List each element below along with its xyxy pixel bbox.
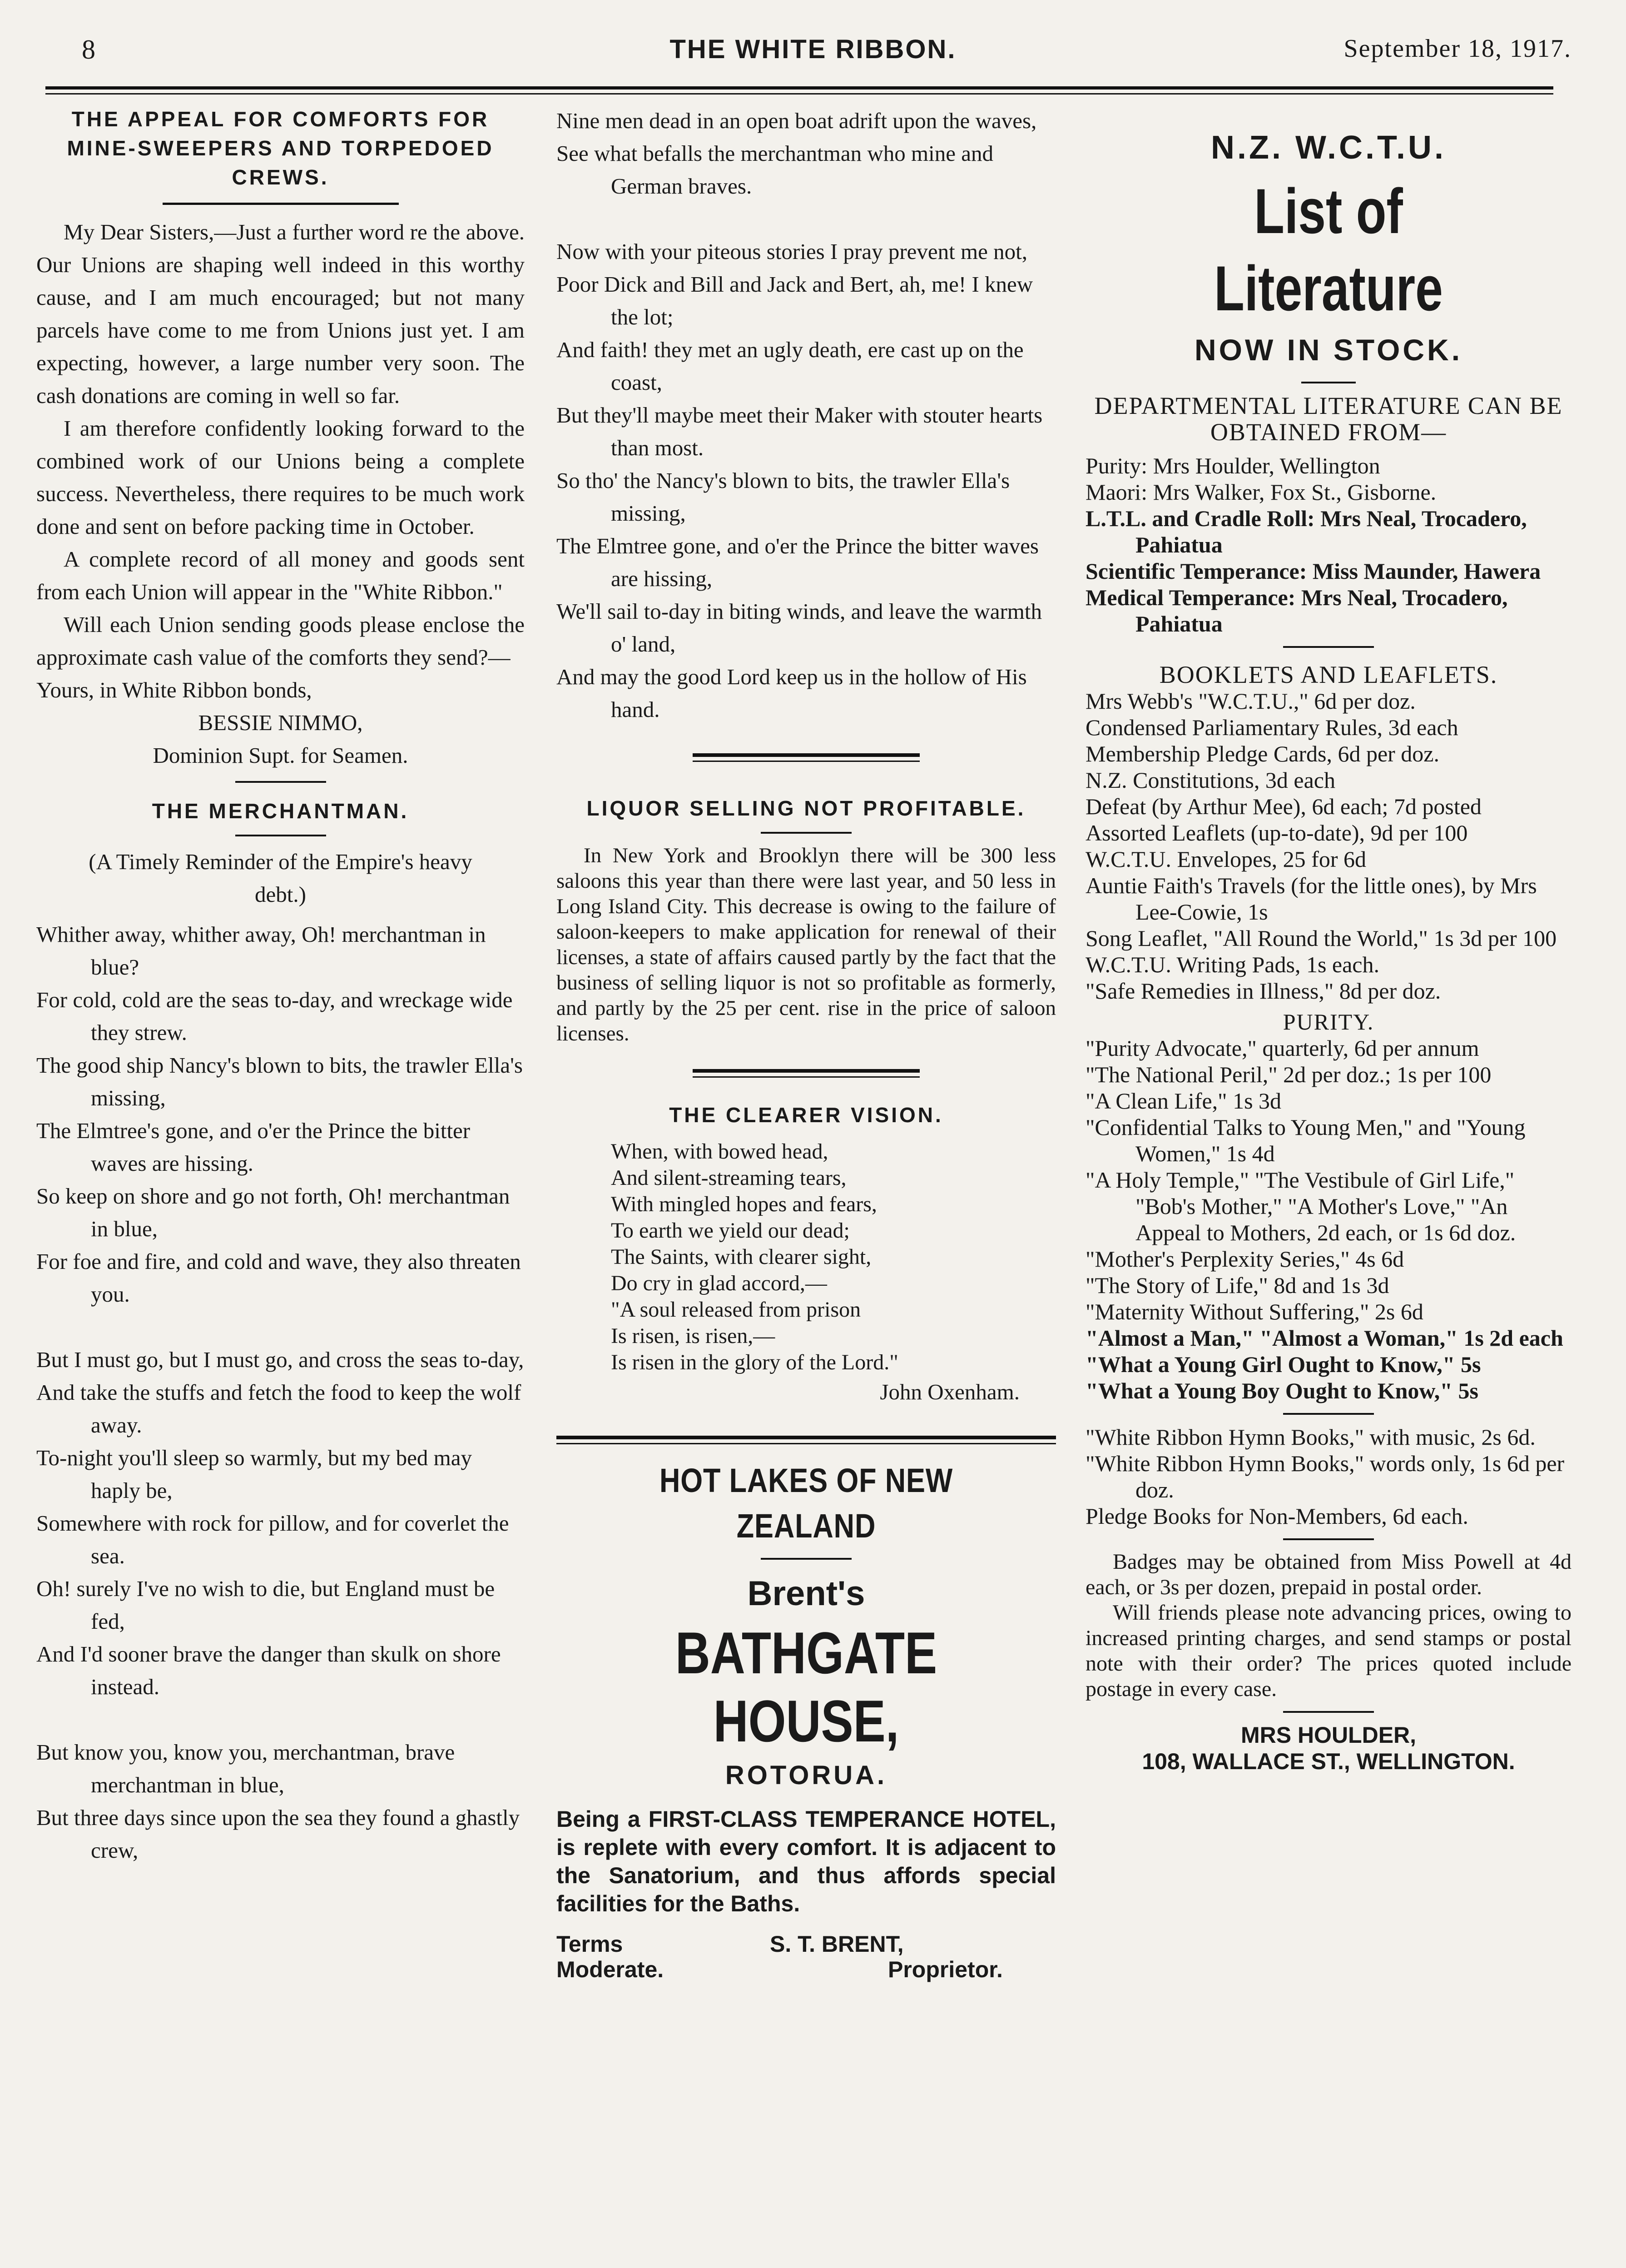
divider xyxy=(1283,1413,1374,1415)
stanza-gap xyxy=(36,1311,525,1343)
verse-line: See what befalls the merchantman who mine and German braves. xyxy=(556,141,993,199)
divider xyxy=(761,1558,852,1560)
hymn-list xyxy=(1086,1424,1571,1529)
verse-line: The Elmtree's gone, and o'er the Prince the bitter waves are hissing. xyxy=(36,1118,471,1176)
verse-line: The Saints, with clearer sight, xyxy=(611,1245,872,1269)
liquor-text: In New York and Brooklyn there will be 300 less saloons this year than there were last year, and 50 less in Long Island City. This decrease is owing to the failure of saloon-keepers to make application for renewal of their licenses, a state of affairs caused partly by the fact that the business of selling liquor is not so profitable as formerly, and partly by the 25 per cent. rise in the price of saloon licenses. xyxy=(556,844,1056,1045)
verse-line: With mingled hopes and fears, xyxy=(611,1192,877,1216)
verse-line: But three days since upon the sea they found a ghastly crew, xyxy=(36,1805,520,1863)
verse-line: The Elmtree gone, and o'er the Prince the bitter waves are hissing, xyxy=(556,533,1039,591)
verse-line: To-night you'll sleep so warmly, but my bed may haply be, xyxy=(36,1445,472,1503)
verse-line: But I must go, but I must go, and cross the seas to-day, xyxy=(36,1347,524,1372)
appeal-role: Dominion Supt. for Seamen. xyxy=(153,743,408,768)
in-stock: NOW IN STOCK. xyxy=(1194,333,1463,367)
page-number: 8 xyxy=(82,35,95,65)
list-item: Medical Temperance: Mrs Neal, Trocadero, Pahiatua xyxy=(1086,585,1508,637)
appeal-signature: BESSIE NIMMO, xyxy=(198,710,363,735)
verse-line: Nine men dead in an open boat adrift upon the waves, xyxy=(556,108,1037,133)
verse-line: Now with your piteous stories I pray prevent me not, xyxy=(556,239,1027,264)
list-item: Defeat (by Arthur Mee), 6d each; 7d posted xyxy=(1086,794,1482,819)
divider xyxy=(1283,1538,1374,1540)
hotel-advertisement xyxy=(556,1458,1056,1918)
appeal-closing: Yours, in White Ribbon bonds, xyxy=(36,677,312,702)
list-item: Purity: Mrs Houlder, Wellington xyxy=(1086,453,1380,478)
verse-line: When, with bowed head, xyxy=(611,1139,828,1164)
badges-note: Badges may be obtained from Miss Powell at 4d each, or 3s per dozen, prepaid in postal order. xyxy=(1086,1550,1571,1599)
list-item: Auntie Faith's Travels (for the little ones), by Mrs Lee-Cowie, 1s xyxy=(1086,873,1537,925)
list-item: Pledge Books for Non-Members, 6d each. xyxy=(1086,1503,1468,1529)
list-item: "What a Young Girl Ought to Know," 5s xyxy=(1086,1352,1481,1377)
purity-list xyxy=(1086,1035,1571,1404)
divider xyxy=(1283,646,1374,648)
appeal-paragraph-4: Will each Union sending goods please enclose the approximate cash value of the comforts they send?— xyxy=(36,612,525,670)
contact-name: MRS HOULDER, xyxy=(1240,1722,1417,1748)
issue-date: September 18, 1917. xyxy=(1343,35,1571,63)
column-2 xyxy=(556,104,1056,1986)
verse-line: Somewhere with rock for pillow, and for coverlet the sea. xyxy=(36,1511,509,1568)
list-item: "Almost a Man," "Almost a Woman," 1s 2d each xyxy=(1086,1325,1563,1351)
verse-line: But know you, know you, merchantman, brave merchantman in blue, xyxy=(36,1740,455,1797)
list-item: Condensed Parliamentary Rules, 3d each xyxy=(1086,715,1458,740)
list-item: Membership Pledge Cards, 6d per doz. xyxy=(1086,741,1440,766)
verse-line: And may the good Lord keep us in the hollow of His hand. xyxy=(556,664,1027,722)
merchantman-title: THE MERCHANTMAN. xyxy=(152,799,409,823)
appeal-paragraph-2: I am therefore confidently looking forward to the combined work of our Unions being a complete success. Nevertheless, there requires to be much work done and sent on before packing time in October. xyxy=(36,416,525,539)
list-item: "Mother's Perplexity Series," 4s 6d xyxy=(1086,1246,1404,1272)
verse-line: And faith! they met an ugly death, ere cast up on the coast, xyxy=(556,337,1024,395)
literature-title: List of Literature xyxy=(1214,175,1443,324)
list-item: "What a Young Boy Ought to Know," 5s xyxy=(1086,1378,1478,1403)
divider xyxy=(761,832,852,834)
column-3 xyxy=(1086,104,1571,1775)
list-item: "Safe Remedies in Illness," 8d per doz. xyxy=(1086,978,1441,1004)
vision-title: THE CLEARER VISION. xyxy=(669,1103,943,1127)
verse-line: But they'll maybe meet their Maker with stouter hearts than most. xyxy=(556,403,1043,460)
column-1 xyxy=(36,104,525,1867)
verse-line: Is risen, is risen,— xyxy=(611,1324,775,1348)
list-item: Maori: Mrs Walker, Fox St., Gisborne. xyxy=(1086,479,1437,505)
vision-author: John Oxenham. xyxy=(880,1379,1020,1404)
ad-terms-line1: Terms xyxy=(556,1931,623,1957)
verse-line: "A soul released from prison xyxy=(611,1298,861,1322)
verse-line: For foe and fire, and cold and wave, they also threaten you. xyxy=(36,1249,521,1307)
list-item: N.Z. Constitutions, 3d each xyxy=(1086,767,1335,793)
org-name: N.Z. W.C.T.U. xyxy=(1211,129,1446,166)
list-item: L.T.L. and Cradle Roll: Mrs Neal, Trocadero, Pahiatua xyxy=(1086,506,1527,557)
verse-line: We'll sail to-day in biting winds, and leave the warmth o' land, xyxy=(556,599,1042,657)
appeal-paragraph-3: A complete record of all money and goods sent from each Union will appear in the "White Ribbon." xyxy=(36,547,525,604)
list-item: "White Ribbon Hymn Books," words only, 1s 6d per doz. xyxy=(1086,1451,1565,1502)
list-item: "A Clean Life," 1s 3d xyxy=(1086,1088,1282,1114)
page-header xyxy=(36,25,1590,66)
list-item: Scientific Temperance: Miss Maunder, Hawera xyxy=(1086,558,1541,584)
verse-line: So tho' the Nancy's blown to bits, the trawler Ella's missing, xyxy=(556,468,1010,526)
verse-line: Do cry in glad accord,— xyxy=(611,1271,827,1295)
divider xyxy=(235,781,326,783)
verse-line: Oh! surely I've no wish to die, but England must be fed, xyxy=(36,1576,495,1634)
vision-verse xyxy=(611,1139,1056,1376)
verse-line: So keep on shore and go not forth, Oh! merchantman in blue, xyxy=(36,1184,510,1241)
ad-footer xyxy=(556,1931,1056,1986)
dept-list xyxy=(1086,453,1571,637)
merchantman-verse xyxy=(36,918,525,1867)
list-item: "Confidential Talks to Young Men," and "Young Women," 1s 4d xyxy=(1086,1114,1526,1166)
list-item: Mrs Webb's "W.C.T.U.," 6d per doz. xyxy=(1086,688,1416,714)
ad-hotel-name: BATHGATE HOUSE, xyxy=(675,1620,937,1754)
verse-line: And silent-streaming tears, xyxy=(611,1166,847,1190)
list-item: "White Ribbon Hymn Books," with music, 2s 6d. xyxy=(1086,1424,1536,1450)
ad-brand: Brent's xyxy=(747,1574,865,1613)
ad-title: HOT LAKES OF NEW ZEALAND xyxy=(659,1462,953,1545)
double-rule xyxy=(693,1069,920,1078)
ad-proprietor-name: S. T. BRENT, xyxy=(770,1931,904,1957)
stanza-gap xyxy=(556,203,1056,235)
list-item: Assorted Leaflets (up-to-date), 9d per 100 xyxy=(1086,820,1468,846)
verse-line: For cold, cold are the seas to-day, and wreckage wide they strew. xyxy=(36,987,513,1045)
double-rule xyxy=(693,753,920,762)
verse-line: And I'd sooner brave the danger than skulk on shore instead. xyxy=(36,1641,501,1699)
list-item: W.C.T.U. Envelopes, 25 for 6d xyxy=(1086,846,1366,872)
ad-top-rule xyxy=(556,1436,1056,1444)
merchantman-subtitle: (A Timely Reminder of the Empire's heavy debt.) xyxy=(89,849,472,907)
appeal-title: THE APPEAL FOR COMFORTS FOR MINE-SWEEPERS AND TORPEDOED CREWS. xyxy=(67,107,494,189)
ad-terms-line2: Moderate. xyxy=(556,1957,664,1982)
stanza-gap xyxy=(36,1703,525,1736)
list-item: "The Story of Life," 8d and 1s 3d xyxy=(1086,1273,1389,1298)
contact-address: 108, WALLACE ST., WELLINGTON. xyxy=(1142,1749,1515,1774)
list-item: "The National Peril," 2d per doz.; 1s per 100 xyxy=(1086,1062,1492,1087)
merchantman-verse-continued xyxy=(556,104,1056,726)
appeal-paragraph-1: My Dear Sisters,—Just a further word re the above. Our Unions are shaping well indeed in this worthy cause, and I am much encouraged; but not many parcels have come to me from Unions just yet. I am expecting, however, a large number very soon. The cash donations are coming in well so far. xyxy=(36,219,525,408)
booklets-list xyxy=(1086,688,1571,1004)
ad-proprietor xyxy=(770,1931,1003,1982)
ad-place: ROTORUA. xyxy=(725,1761,887,1790)
booklets-heading: BOOKLETS AND LEAFLETS. xyxy=(1159,661,1498,688)
verse-line: To earth we yield our dead; xyxy=(611,1219,850,1243)
purity-heading: PURITY. xyxy=(1283,1009,1374,1035)
verse-line: The good ship Nancy's blown to bits, the trawler Ella's missing, xyxy=(36,1053,523,1110)
dept-heading: DEPARTMENTAL LITERATURE CAN BE OBTAINED FROM— xyxy=(1094,392,1563,446)
divider xyxy=(1301,382,1356,383)
prices-notice: Will friends please note advancing prices, owing to increased printing charges, and send stamps or postal note with their order? The prices quoted include postage in every case. xyxy=(1086,1601,1571,1701)
header-rule xyxy=(45,86,1553,94)
list-item: "Purity Advocate," quarterly, 6d per annum xyxy=(1086,1035,1479,1061)
list-item: Song Leaflet, "All Round the World," 1s 3d per 100 xyxy=(1086,925,1557,951)
list-item: "Maternity Without Suffering," 2s 6d xyxy=(1086,1299,1423,1324)
verse-line: Poor Dick and Bill and Jack and Bert, ah, me! I knew the lot; xyxy=(556,272,1033,329)
divider xyxy=(235,835,326,836)
divider xyxy=(1283,1711,1374,1713)
list-item: W.C.T.U. Writing Pads, 1s each. xyxy=(1086,952,1379,977)
verse-line: Whither away, whither away, Oh! merchantman in blue? xyxy=(36,922,486,980)
list-item: "A Holy Temple," "The Vestibule of Girl Life," "Bob's Mother," "A Mother's Love," "An Appeal to Mothers, 2d each, or 1s 6d doz. xyxy=(1086,1167,1516,1245)
ad-description: Being a FIRST-CLASS TEMPERANCE HOTEL, is replete with every comfort. It is adjacent to the Sanatorium, and thus affords special facilities for the Baths. xyxy=(556,1806,1056,1916)
masthead-title: THE WHITE RIBBON. xyxy=(669,35,957,64)
liquor-title: LIQUOR SELLING NOT PROFITABLE. xyxy=(586,796,1026,820)
ad-terms xyxy=(556,1931,664,1982)
divider xyxy=(163,203,399,205)
verse-line: And take the stuffs and fetch the food to keep the wolf away. xyxy=(36,1380,521,1437)
ad-proprietor-title: Proprietor. xyxy=(888,1957,1003,1982)
verse-line: Is risen in the glory of the Lord." xyxy=(611,1350,898,1374)
